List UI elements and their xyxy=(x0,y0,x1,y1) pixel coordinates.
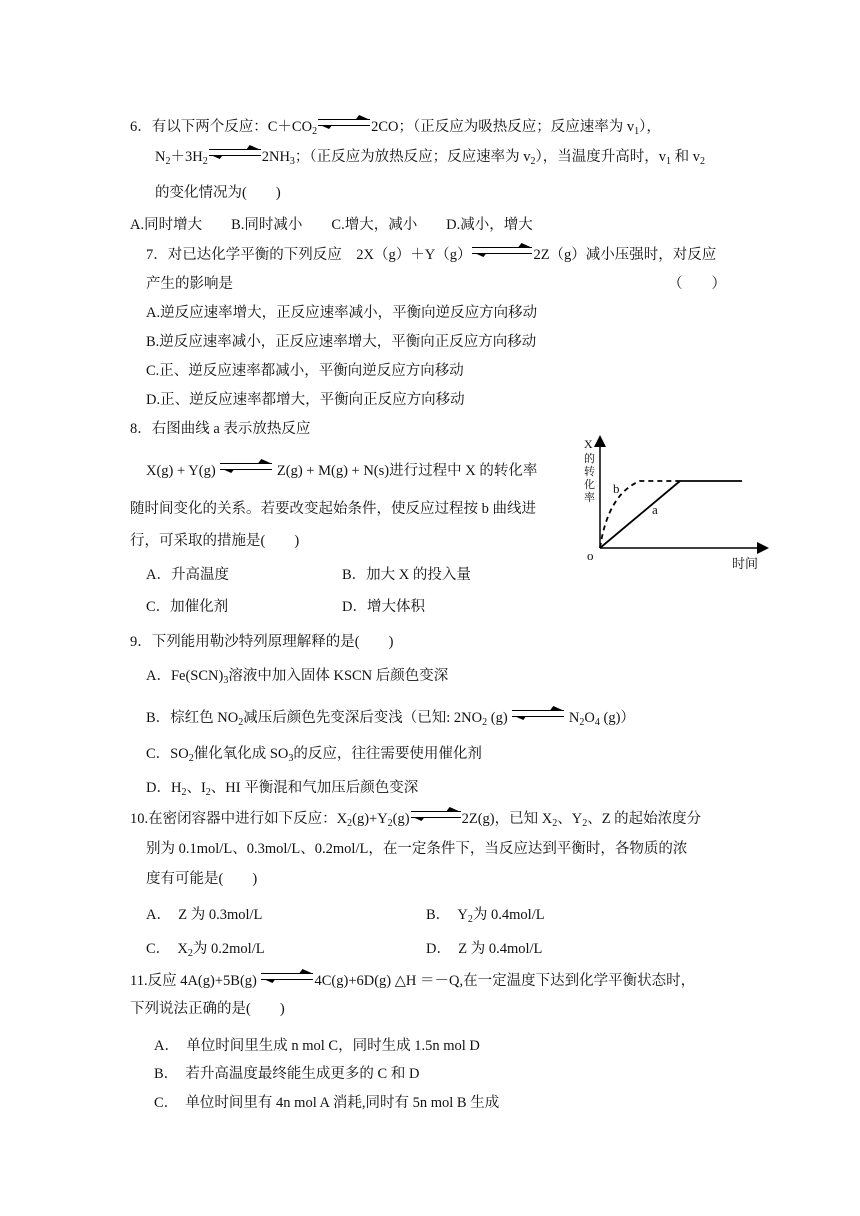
q7-option-a: A.逆反应速率增大，正反应速率减小，平衡向逆反应方向移动 xyxy=(146,305,538,321)
text: D．H xyxy=(146,780,182,796)
text: N xyxy=(565,710,580,726)
subscript: 1 xyxy=(634,126,640,137)
subscript: 2 xyxy=(530,156,536,167)
curve-a-label: a xyxy=(652,502,658,517)
equilibrium-arrow-icon xyxy=(209,147,261,159)
text: 为 0.2mol/L xyxy=(192,941,265,957)
q11-option-b: B． 若升高温度最终能生成更多的 C 和 D xyxy=(154,1066,420,1082)
text: 2NH xyxy=(261,149,290,165)
q10-option-c xyxy=(146,939,265,959)
subscript: 2 xyxy=(181,787,187,798)
x-axis-label: 时间 xyxy=(732,556,759,571)
q6-line-2 xyxy=(155,147,705,167)
text: 溶液中加入固体 KSCN 后颜色变深 xyxy=(228,668,449,684)
text: 4C(g)+6D(g) △H ＝－Q,在一定温度下达到化学平衡状态时， xyxy=(314,973,696,989)
text: ），当温度升高时，v xyxy=(535,149,667,165)
q10-option-a: A． Z 为 0.3mol/L xyxy=(146,907,263,923)
text: 催化氧化成 SO xyxy=(193,746,289,762)
subscript: 2 xyxy=(579,717,585,728)
y-axis-label-3: 转 xyxy=(584,466,595,478)
equilibrium-arrow-icon xyxy=(472,245,532,257)
text: ）， xyxy=(639,119,661,135)
q10-option-d: D． Z 为 0.4mol/L xyxy=(426,941,543,957)
text: (g) xyxy=(487,710,512,726)
q8-option-a: A．升高温度 xyxy=(146,567,229,583)
equilibrium-arrow-icon xyxy=(220,461,272,473)
subscript: 2 xyxy=(700,156,706,167)
y-axis-label-2: 的 xyxy=(584,453,595,465)
text: 和 v xyxy=(671,149,701,165)
q7-option-b: B.逆反应速率减小，正反应速率增大，平衡向正反应方向移动 xyxy=(146,334,537,350)
subscript: 2 xyxy=(238,717,244,728)
text: 为 0.4mol/L xyxy=(472,907,545,923)
q7-option-d: D.正、逆反应速率都增大，平衡向正反应方向移动 xyxy=(146,392,465,408)
subscript: 2 xyxy=(188,753,194,764)
curve-b-label: b xyxy=(613,481,620,496)
text: C．SO xyxy=(146,746,189,762)
text: 、I xyxy=(186,780,206,796)
text: 2Z(g)，已知 X xyxy=(461,811,553,827)
subscript: 2 xyxy=(482,717,488,728)
text: B．棕红色 NO xyxy=(146,710,239,726)
y-axis-label-4: 化 xyxy=(584,479,595,491)
subscript: 2 xyxy=(205,787,211,798)
text: 、Y xyxy=(557,811,583,827)
q7-option-c: C.正、逆反应速率都减小，平衡向逆反应方向移动 xyxy=(146,363,464,379)
q7-answer-paren: （ ） xyxy=(668,276,726,292)
text: B． Y xyxy=(426,907,468,923)
text: 2Z（g）减小压强时，对反应 xyxy=(533,247,717,263)
text: O xyxy=(584,710,595,726)
q10-option-b xyxy=(426,905,545,925)
q7-line-1 xyxy=(146,245,716,265)
subscript: 2 xyxy=(582,818,588,829)
origin-label: o xyxy=(587,548,594,563)
q8-line-2 xyxy=(146,461,537,481)
subscript: 2 xyxy=(387,818,393,829)
q6-line-3: 的变化情况为( ) xyxy=(155,185,281,201)
text: 2CO；（正反应为吸热反应；反应速率为 v xyxy=(371,119,635,135)
q10-line-1 xyxy=(130,809,701,829)
q9-option-b xyxy=(146,708,635,728)
text: 减压后颜色先变深后变浅（已知: 2NO xyxy=(243,710,483,726)
text: (g)） xyxy=(599,710,635,726)
q11-line-2: 下列说法正确的是( ) xyxy=(130,1001,285,1017)
text: 6．有以下两个反应：C＋CO xyxy=(130,119,313,135)
q7-line-2: 产生的影响是 xyxy=(146,276,233,292)
q11-option-a: A． 单位时间里生成 n mol C，同时生成 1.5n mol D xyxy=(154,1038,480,1054)
q8-option-d: D．增大体积 xyxy=(342,599,425,615)
q8-option-c: C．加催化剂 xyxy=(146,599,229,615)
q10-line-3: 度有可能是( ) xyxy=(146,871,258,887)
q11-option-c: C． 单位时间里有 4n mol A 消耗,同时有 5n mol B 生成 xyxy=(154,1095,500,1111)
text: A．Fe(SCN) xyxy=(146,668,224,684)
text: C． X xyxy=(146,941,188,957)
equilibrium-arrow-icon xyxy=(411,809,461,821)
text: ；（正反应为放热反应；反应速率为 v xyxy=(294,149,531,165)
subscript: 2 xyxy=(347,818,353,829)
text: Z(g) + M(g) + N(s)进行过程中 X 的转化率 xyxy=(273,463,538,479)
y-axis-label-5: 率 xyxy=(584,492,595,504)
q8-option-b: B．加大 X 的投入量 xyxy=(342,567,471,583)
subscript: 3 xyxy=(223,675,229,686)
text: 的反应，往往需要使用催化剂 xyxy=(293,746,482,762)
text: 、HI 平衡混和气加压后颜色变深 xyxy=(210,780,419,796)
q9-option-c xyxy=(146,744,482,764)
text: 11.反应 4A(g)+5B(g) xyxy=(130,973,261,989)
text: 7．对已达化学平衡的下列反应 2X（g）＋Y（g） xyxy=(146,247,472,263)
subscript: 2 xyxy=(165,156,171,167)
subscript: 2 xyxy=(202,156,208,167)
text: 10.在密闭容器中进行如下反应：X xyxy=(130,811,348,827)
subscript: 2 xyxy=(552,818,558,829)
q11-line-1 xyxy=(130,971,695,991)
text: (g)+Y xyxy=(352,811,388,827)
equilibrium-arrow-icon xyxy=(512,708,564,720)
subscript: 3 xyxy=(288,753,294,764)
subscript: 3 xyxy=(289,156,295,167)
text: (g) xyxy=(392,811,410,827)
y-axis-label-1: X xyxy=(584,437,593,451)
conversion-vs-time-graph xyxy=(584,432,774,574)
q8-line-1: 8．右图曲线 a 表示放热反应 xyxy=(130,421,311,437)
subscript: 2 xyxy=(187,948,193,959)
q8-line-4: 行，可采取的措施是( ) xyxy=(130,533,300,549)
q6-line-1 xyxy=(130,117,661,137)
q8-line-3: 随时间变化的关系。若要改变起始条件，使反应过程按 b 曲线进 xyxy=(130,501,536,517)
subscript: 1 xyxy=(666,156,672,167)
subscript: 2 xyxy=(312,126,318,137)
text: X(g) + Y(g) xyxy=(146,463,220,479)
q6-options: A.同时增大 B.同时减小 C.增大，减小 D.减小，增大 xyxy=(130,217,533,233)
q10-line-2: 别为 0.1mol/L、0.3mol/L、0.2mol/L，在一定条件下，当反应达到平衡时，各物质的浓 xyxy=(146,841,688,857)
text: 、Z 的起始浓度分 xyxy=(587,811,702,827)
text: ＋3H xyxy=(170,149,203,165)
q9-line-1: 9．下列能用勒沙特列原理解释的是( ) xyxy=(130,634,394,650)
equilibrium-arrow-icon xyxy=(261,971,313,983)
q9-option-d xyxy=(146,778,418,798)
subscript: 2 xyxy=(467,914,473,925)
subscript: 4 xyxy=(594,717,600,728)
curve-a xyxy=(600,481,680,548)
text: N xyxy=(155,149,166,165)
q9-option-a xyxy=(146,666,448,686)
equilibrium-arrow-icon xyxy=(318,117,370,129)
